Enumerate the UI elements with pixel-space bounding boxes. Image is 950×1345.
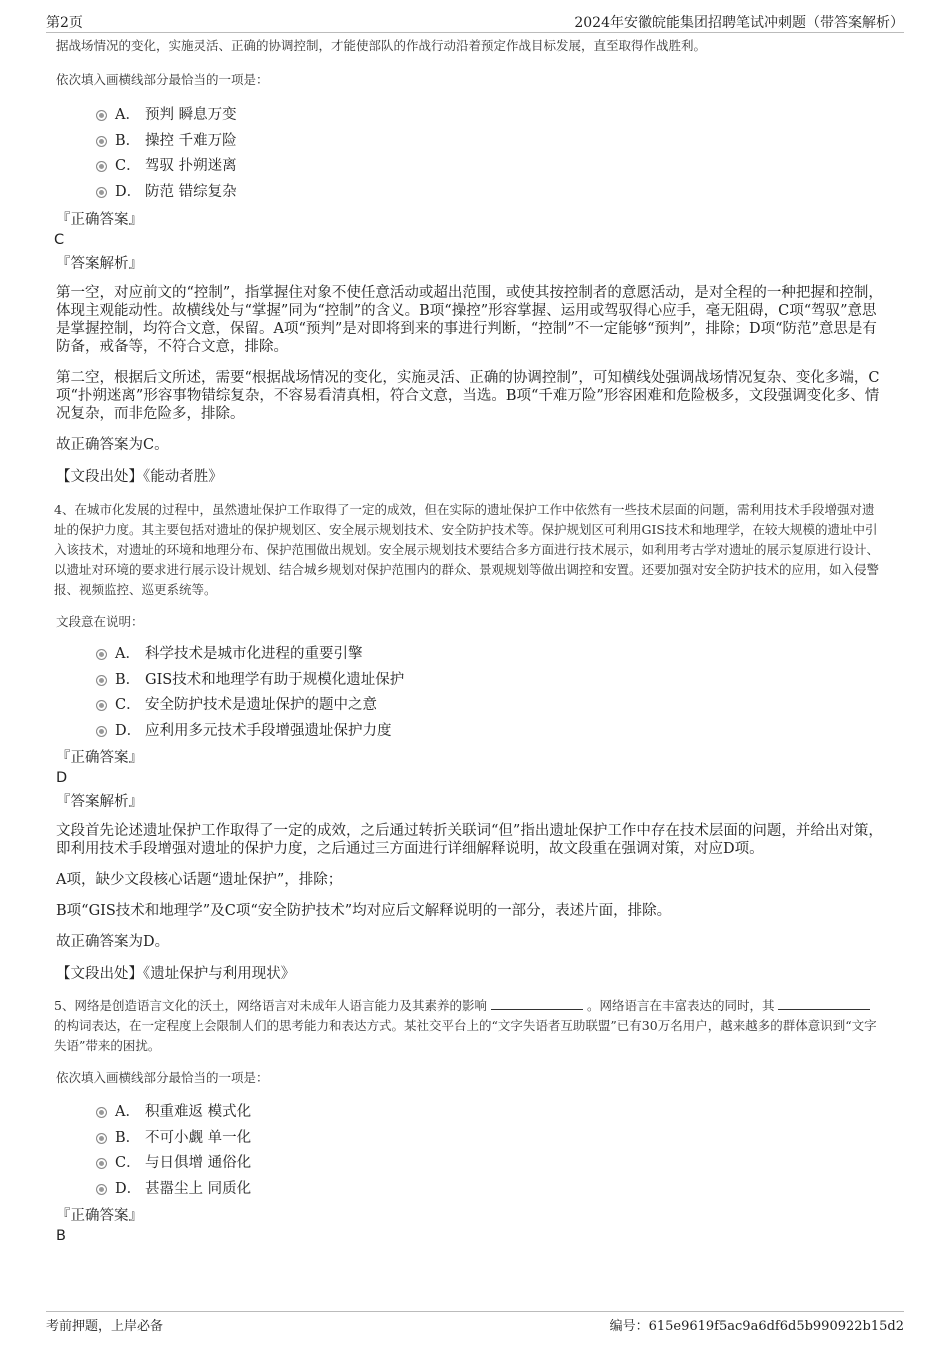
source-citation: 【文段出处】《能动者胜》 bbox=[56, 469, 223, 485]
radio-icon[interactable] bbox=[96, 675, 107, 686]
q4-prompt: 文段意在说明： bbox=[56, 614, 144, 629]
answer-label: 『正确答案』 bbox=[56, 750, 143, 766]
option-c[interactable]: C． 驾驭 扑朔迷离 bbox=[96, 154, 886, 180]
page-header bbox=[46, 10, 904, 33]
q3-prompt: 依次填入画横线部分最恰当的一项是： bbox=[56, 72, 269, 87]
answer-label: 『正确答案』 bbox=[56, 1208, 143, 1224]
answer-value: B bbox=[56, 1228, 66, 1244]
radio-icon[interactable] bbox=[96, 649, 107, 660]
option-d[interactable]: D． 防范 错综复杂 bbox=[96, 180, 886, 206]
analysis-paragraph: 第一空，对应前文的“控制”，指掌握住对象不使任意活动或超出范围，或使其按控制者的意愿活动，是对全程的一种把握和控制，体现主观能动性。故横线处与“掌握”同为“控制”的含义。B项“操控”形容掌握、运用或驾驭得心应手，毫无阻碍，C项“驾驭”意思是掌握控制，均符合文意，保留。A项“预判”是对即将到来的事进行判断，“控制”不一定能够“预判”，排除；D项“防范”意思是有防备，戒备等，不符合文意，排除。 bbox=[56, 285, 883, 355]
document-code: 编号：615e9619f5ac9a6df6d5b990922b15d2 bbox=[609, 1319, 904, 1334]
q5-prompt: 依次填入画横线部分最恰当的一项是： bbox=[56, 1070, 269, 1085]
page-content bbox=[56, 36, 886, 1250]
option-c[interactable]: C． 与日俱增 通俗化 bbox=[96, 1151, 886, 1177]
document-title: 2024年安徽皖能集团招聘笔试冲刺题（带答案解析） bbox=[574, 15, 904, 31]
option-a[interactable]: A． 积重难返 模式化 bbox=[96, 1100, 886, 1126]
fill-blank bbox=[778, 997, 870, 1010]
radio-icon[interactable] bbox=[96, 1133, 107, 1144]
footer-slogan: 考前押题，上岸必备 bbox=[46, 1319, 164, 1334]
fill-blank bbox=[491, 997, 583, 1010]
analysis-label: 『答案解析』 bbox=[56, 794, 143, 810]
analysis-paragraph: A项，缺少文段核心话题“遗址保护”，排除； bbox=[56, 872, 343, 888]
option-c[interactable]: C． 安全防护技术是遗址保护的题中之意 bbox=[96, 693, 886, 719]
analysis-paragraph: 第二空，根据后文所述，需要“根据战场情况的变化，实施灵活、正确的协调控制”，可知横线处强调战场情况复杂、变化多端，C项“扑朔迷离”形容事物错综复杂，不容易看清真相，符合文意，当选。B项“千难万险”形容困难和危险极多，文段强调变化多、情况复杂，而非危险多，排除。 bbox=[56, 370, 880, 422]
radio-icon[interactable] bbox=[96, 726, 107, 737]
analysis-paragraph: B项“GIS技术和地理学”及C项“安全防护技术”均对应后文解释说明的一部分，表述片面，排除。 bbox=[56, 903, 672, 919]
radio-icon[interactable] bbox=[96, 110, 107, 121]
analysis-conclusion: 故正确答案为C。 bbox=[56, 437, 169, 453]
q4-options bbox=[96, 642, 886, 744]
radio-icon[interactable] bbox=[96, 1158, 107, 1169]
radio-icon[interactable] bbox=[96, 700, 107, 711]
answer-label: 『正确答案』 bbox=[56, 212, 143, 228]
option-b[interactable]: B． GIS技术和地理学有助于规模化遗址保护 bbox=[96, 668, 886, 694]
analysis-conclusion: 故正确答案为D。 bbox=[56, 934, 170, 950]
radio-icon[interactable] bbox=[96, 1184, 107, 1195]
radio-icon[interactable] bbox=[96, 1107, 107, 1118]
option-b[interactable]: B． 不可小觑 单一化 bbox=[96, 1126, 886, 1152]
q5-stem: 5、网络是创造语言文化的沃土，网络语言对未成年人语言能力及其素养的影响 。网络语言在丰富表达的同时，其 的构词表达，在一定程度上会限制人们的思考能力和表达方式。某社交平台上的“文字失语者互助联盟”已有30万名用户，越来越多的群体意识到“文字失语”带来的困扰。 bbox=[54, 998, 877, 1053]
page-footer bbox=[46, 1311, 904, 1336]
q5-options bbox=[96, 1100, 886, 1202]
q4-stem: 4、在城市化发展的过程中，虽然遗址保护工作取得了一定的成效，但在实际的遗址保护工作中依然有一些技术层面的问题，需利用技术手段增强对遗址的保护力度。其主要包括对遗址的保护规划区、安全展示规划技术、安全防护技术等。保护规划区可利用GIS技术和地理学，在较大规模的遗址中引入该技术，对遗址的环境和地理分布、保护范围做出规划。安全展示规划技术要结合多方面进行技术展示，如利用考古学对遗址的展示复原进行设计、以遗址对环境的要求进行展示设计规划、结合城乡规划对保护范围内的群众、景观规划等做出调控和安置。还要加强对安全防护技术的应用，如入侵警报、视频监控、巡更系统等。 bbox=[54, 502, 880, 597]
q3-stem-tail: 据战场情况的变化，实施灵活、正确的协调控制，才能使部队的作战行动沿着预定作战目标发展，直至取得作战胜利。 bbox=[56, 38, 707, 53]
radio-icon[interactable] bbox=[96, 136, 107, 147]
radio-icon[interactable] bbox=[96, 187, 107, 198]
radio-icon[interactable] bbox=[96, 161, 107, 172]
analysis-label: 『答案解析』 bbox=[56, 256, 143, 272]
analysis-paragraph: 文段首先论述遗址保护工作取得了一定的成效，之后通过转折关联词“但”指出遗址保护工作中存在技术层面的问题，并给出对策，即利用技术手段增强对遗址的保护力度，之后通过三方面进行详细解释说明，故文段重在强调对策，对应D项。 bbox=[56, 823, 883, 857]
answer-value: C bbox=[54, 232, 65, 248]
option-b[interactable]: B． 操控 千难万险 bbox=[96, 129, 886, 155]
page-number: 第2页 bbox=[46, 15, 83, 31]
source-citation: 【文段出处】《遗址保护与利用现状》 bbox=[56, 966, 296, 982]
option-d[interactable]: D． 应利用多元技术手段增强遗址保护力度 bbox=[96, 719, 886, 745]
option-d[interactable]: D． 甚嚣尘上 同质化 bbox=[96, 1177, 886, 1203]
option-a[interactable]: A． 科学技术是城市化进程的重要引擎 bbox=[96, 642, 886, 668]
q3-options bbox=[96, 103, 886, 205]
option-a[interactable]: A． 预判 瞬息万变 bbox=[96, 103, 886, 129]
answer-value: D bbox=[56, 770, 68, 786]
